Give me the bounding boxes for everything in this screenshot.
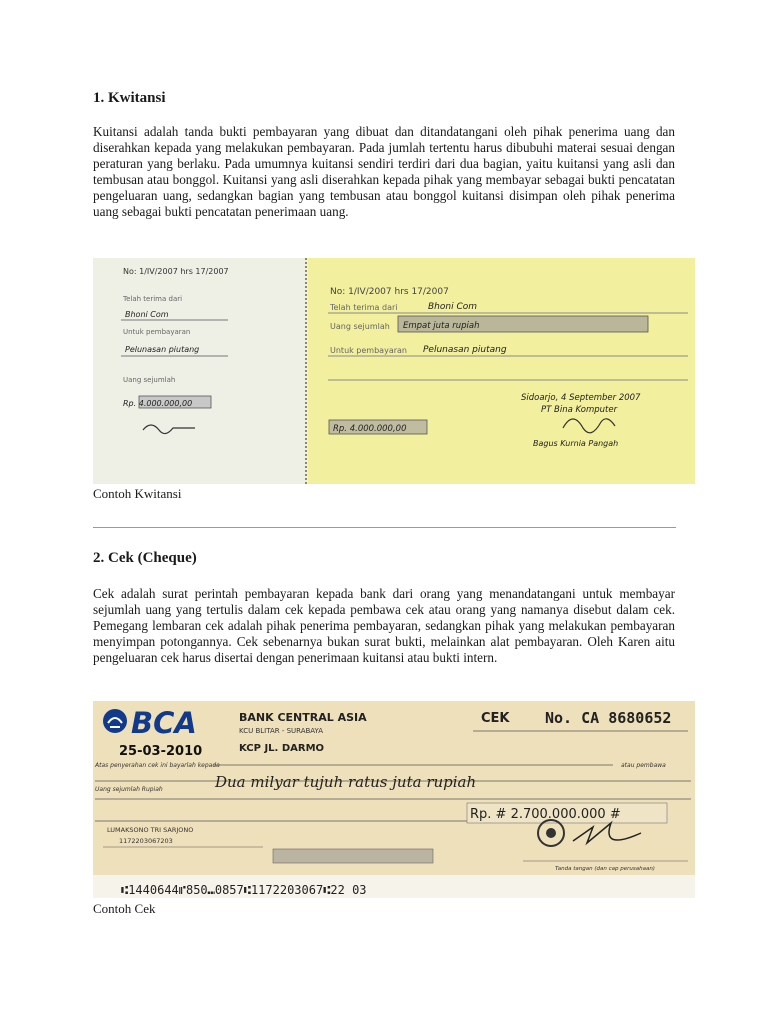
stub-from-label: Telah terima dari: [123, 295, 183, 303]
section-1-paragraph: Kuitansi adalah tanda bukti pembayaran yang dibuat dan ditandatangani oleh pihak penerima uang dan diserahkan kepada yang melakukan pembayaran. Pada jumlah tertentu harus dibubuhi materai sesuai dengan peraturan yang berlaku. Pada umumnya kuitansi sendiri terdiri dari dua bagian, yaitu kuitansi yang asli dan tembusan atau bonggol. Kuitansi yang asli diserahkan kepada pihak yang membayar sebagai bukti pencatatan pengeluaran uang, sedangkan bagian yang tembusan atau bonggol kuitansi disimpan oleh pihak penerima uang sebagai bukti pencatatan penerimaan uang.: [93, 124, 675, 219]
amount: Rp. 4.000.000,00: [333, 424, 407, 434]
holder-name: LUMAKSONO TRI SARJONO: [107, 826, 194, 834]
account-number: 1172203067203: [119, 837, 173, 845]
main-purpose-label: Untuk pembayaran: [330, 346, 407, 355]
cheque-image: [93, 701, 695, 898]
receipt-drawing: [93, 258, 695, 484]
amount-words: Dua milyar tujuh ratus juta rupiah: [215, 773, 477, 791]
branch-line: KCU BLITAR - SURABAYA: [239, 727, 324, 735]
signature-caption: Tanda tangan (dan cap perusahaan): [555, 866, 655, 872]
main-from-label: Telah terima dari: [330, 303, 398, 312]
main-signature: [563, 419, 615, 433]
cheque-drawing: [93, 701, 695, 898]
cheque-signature: [573, 823, 641, 843]
stub-purpose-label: Untuk pembayaran: [123, 328, 191, 336]
pay-line: Atas penyerahan cek ini bayarlah kepada: [95, 762, 220, 769]
stub-no: No: 1/IV/2007 hrs 17/2007: [123, 267, 229, 276]
cheque-date: 25-03-2010: [119, 744, 203, 759]
branch: KCP JL. DARMO: [239, 743, 325, 754]
section-2-paragraph: Cek adalah surat perintah pembayaran kepada bank dari orang yang menandatangani untuk membayar sejumlah uang yang tertulis dalam cek kepada pembawa cek atau orang yang namanya disebut dalam cek. Pemegang lembaran cek adalah pihak penerima pembayaran, sedangkan pihak yang melakukan pembayaran menyimpan potongannya. Cek sebenarnya bukan surat bukti, melainkan alat pembayaran. Oleh Karen aitu pengeluaran cek harus disertai dengan penerimaan kuitansi atau bukti intern.: [93, 586, 675, 665]
stub-amount-label: Uang sejumlah: [123, 376, 176, 384]
section-divider: [93, 527, 676, 528]
main-from-value: Bhoni Com: [428, 302, 478, 312]
receipt-caption: Contoh Kwitansi: [93, 486, 182, 501]
micr-line: ⑆1440644⑈850⑉0857⑆1172203067⑆22 03: [121, 883, 367, 897]
cheque-caption: Contoh Cek: [93, 901, 156, 916]
stub-amount-value: Rp. 4.000.000,00: [123, 399, 193, 408]
main-purpose-value: Pelunasan piutang: [423, 345, 507, 355]
bank-logo-text: BCA: [131, 706, 197, 740]
main-no: No: 1/IV/2007 hrs 17/2007: [330, 287, 449, 297]
bca-logo-icon: [103, 709, 127, 733]
section-2-title: 2. Cek (Cheque): [93, 550, 197, 566]
cek-label: CEK: [481, 711, 510, 726]
bearer: atau pembawa: [621, 762, 666, 769]
words-label: Uang sejumlah Rupiah: [95, 786, 163, 793]
signer: Bagus Kurnia Pangah: [533, 439, 619, 448]
receipt-image: [93, 258, 695, 484]
main-sum-label: Uang sejumlah: [330, 322, 390, 331]
company: PT Bina Komputer: [541, 405, 618, 415]
place-date: Sidoarjo, 4 September 2007: [521, 393, 641, 403]
section-1-title: 1. Kwitansi: [93, 90, 166, 106]
main-sum-value: Empat juta rupiah: [403, 321, 480, 331]
stub-from-value: Bhoni Com: [125, 310, 169, 319]
bank-name: BANK CENTRAL ASIA: [239, 711, 367, 724]
amount-figure: Rp. # 2.700.000.000 #: [470, 807, 621, 822]
stub-purpose-value: Pelunasan piutang: [125, 345, 200, 354]
stub-signature: [143, 425, 195, 434]
cheque-number: No. CA 8680652: [545, 709, 672, 727]
